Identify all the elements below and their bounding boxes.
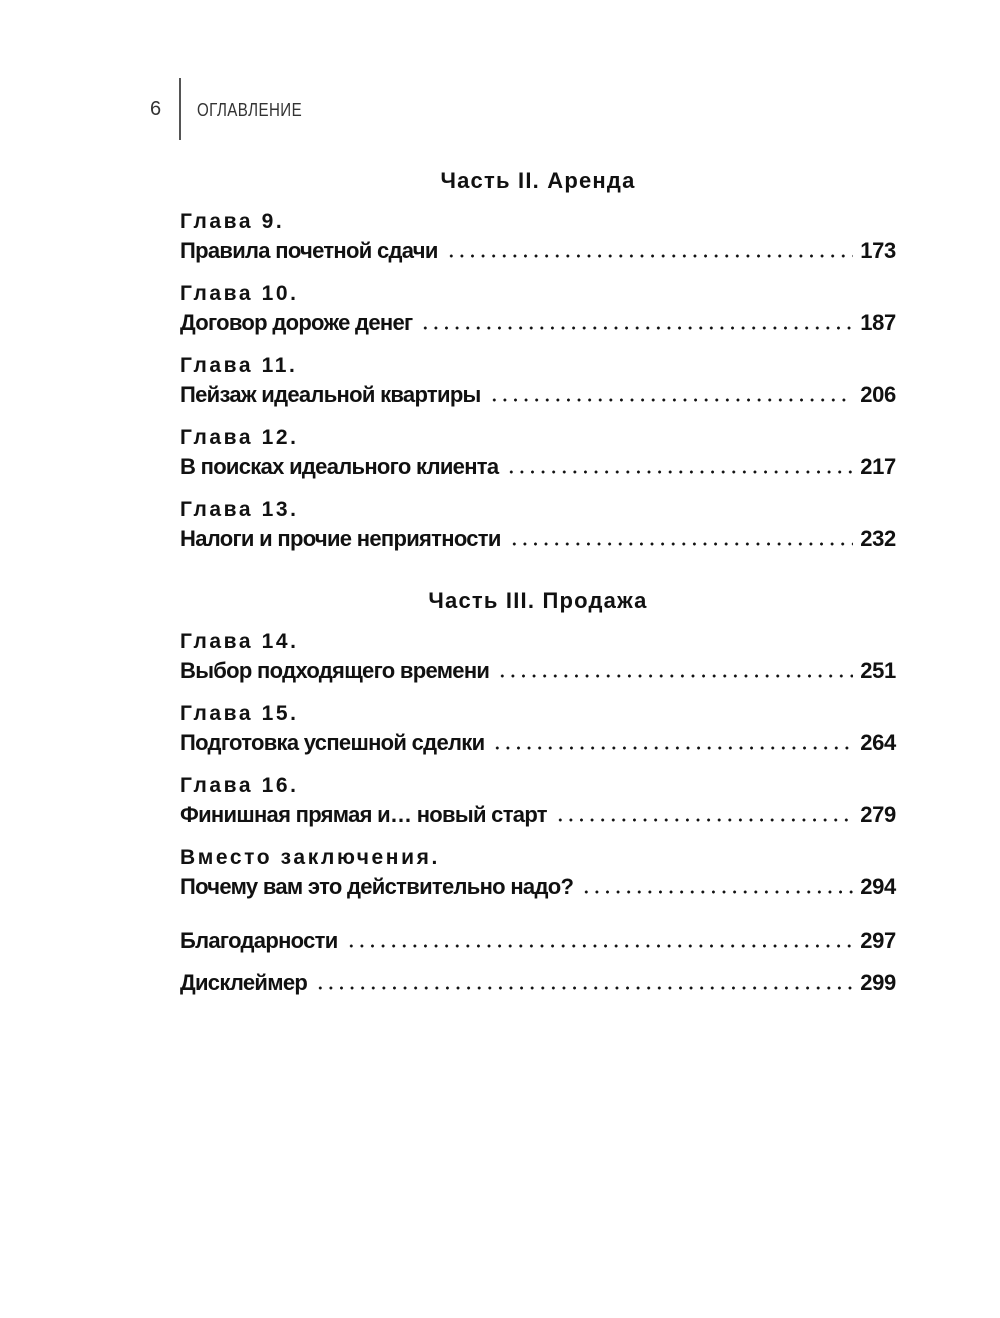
dot-leader bbox=[509, 542, 853, 546]
entry-page-number: 173 bbox=[860, 238, 896, 263]
chapter-label: Глава 10. bbox=[180, 282, 299, 305]
entry-title: Дисклеймер bbox=[180, 970, 308, 995]
toc-entry[interactable] bbox=[180, 380, 896, 408]
entry-title: Финишная прямая и… новый старт bbox=[180, 802, 547, 827]
dot-leader bbox=[446, 254, 854, 258]
entry-page-number: 206 bbox=[860, 382, 896, 407]
entry-page-number: 264 bbox=[860, 730, 896, 755]
entry-title: Почему вам это действительно надо? bbox=[180, 874, 574, 899]
chapter-label: Глава 16. bbox=[180, 774, 299, 797]
table-of-contents bbox=[180, 0, 896, 1318]
chapter-label: Глава 15. bbox=[180, 702, 299, 725]
toc-entry[interactable] bbox=[180, 308, 896, 336]
dot-leader bbox=[420, 326, 853, 330]
chapter-label: Глава 14. bbox=[180, 630, 299, 653]
toc-entry[interactable] bbox=[180, 452, 896, 480]
dot-leader bbox=[581, 890, 853, 894]
toc-entry[interactable] bbox=[180, 236, 896, 264]
dot-leader bbox=[489, 398, 854, 402]
entry-title: Договор дороже денег bbox=[180, 310, 413, 335]
chapter-label: Вместо заключения. bbox=[180, 846, 440, 869]
dot-leader bbox=[492, 746, 853, 750]
entry-page-number: 294 bbox=[860, 874, 896, 899]
dot-leader bbox=[346, 944, 854, 948]
toc-entry[interactable] bbox=[180, 968, 896, 996]
chapter-label: Глава 11. bbox=[180, 354, 298, 377]
toc-entry[interactable] bbox=[180, 800, 896, 828]
toc-entry[interactable] bbox=[180, 728, 896, 756]
entry-title: Подготовка успешной сделки bbox=[180, 730, 485, 755]
dot-leader bbox=[497, 674, 853, 678]
part-title: Часть III. Продажа bbox=[428, 588, 648, 613]
entry-title: Пейзаж идеальной квартиры bbox=[180, 382, 481, 407]
entry-page-number: 187 bbox=[860, 310, 896, 335]
chapter-label: Глава 13. bbox=[180, 498, 299, 521]
entry-page-number: 297 bbox=[860, 928, 896, 953]
chapter-label: Глава 9. bbox=[180, 210, 285, 233]
section-title: ОГЛАВЛЕНИЕ bbox=[197, 100, 303, 120]
chapter-label: Глава 12. bbox=[180, 426, 299, 449]
dot-leader bbox=[315, 986, 853, 990]
toc-entry[interactable] bbox=[180, 524, 896, 552]
entry-page-number: 232 bbox=[860, 526, 896, 551]
entry-page-number: 251 bbox=[860, 658, 896, 683]
toc-entry[interactable] bbox=[180, 926, 896, 954]
entry-page-number: 279 bbox=[860, 802, 896, 827]
entry-title: Налоги и прочие неприятности bbox=[180, 526, 501, 551]
toc-entry[interactable] bbox=[180, 656, 896, 684]
dot-leader bbox=[555, 818, 853, 822]
entry-page-number: 299 bbox=[860, 970, 896, 995]
part-title: Часть II. Аренда bbox=[440, 168, 636, 193]
entry-title: Правила почетной сдачи bbox=[180, 238, 438, 263]
page-number: 6 bbox=[150, 98, 162, 120]
toc-entry[interactable] bbox=[180, 872, 896, 900]
dot-leader bbox=[506, 470, 853, 474]
entry-title: Благодарности bbox=[180, 928, 338, 953]
entry-title: Выбор подходящего времени bbox=[180, 658, 490, 683]
entry-title: В поисках идеального клиента bbox=[180, 454, 499, 479]
entry-page-number: 217 bbox=[860, 454, 896, 479]
